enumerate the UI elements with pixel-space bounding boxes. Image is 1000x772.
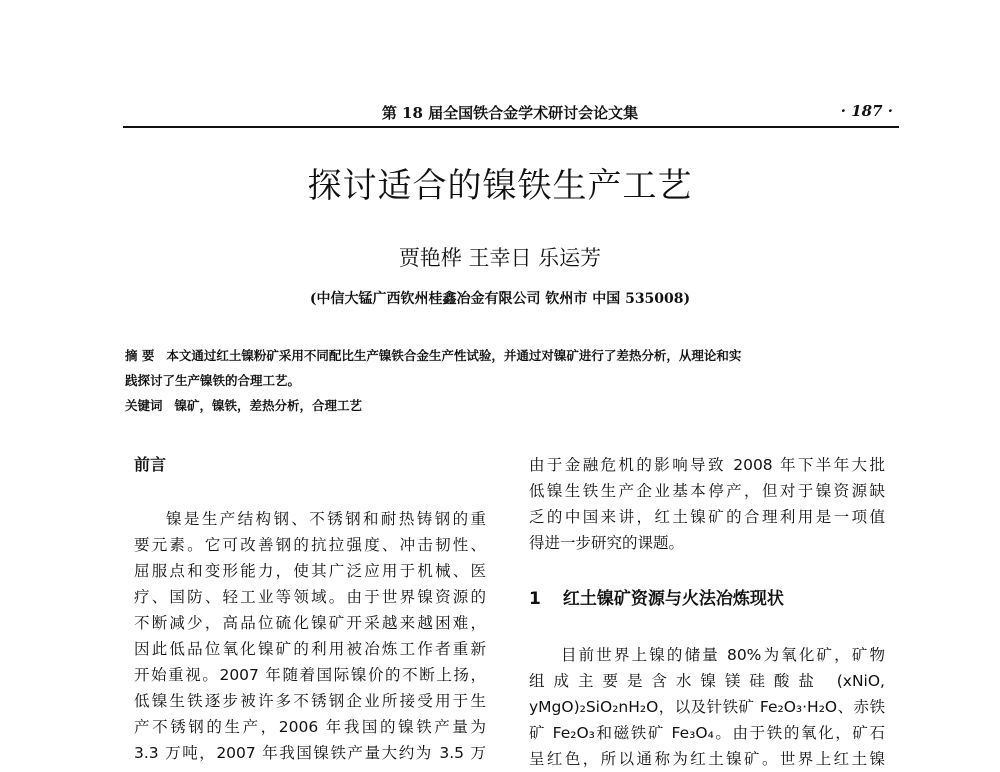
authors: 贾艳桦 王幸日 乐运芳: [398, 246, 602, 270]
left-column: [134, 452, 486, 766]
running-header: [123, 100, 897, 124]
section-heading-1: [529, 586, 885, 612]
keywords-text: 镍矿，镍铁，差热分析，合理工艺: [174, 398, 363, 413]
body-line: 呈红色，所以通称为红土镍矿。世界上红土镍: [529, 750, 885, 768]
keywords: [125, 393, 890, 418]
body-line: 屈服点和变形能力，使其广泛应用于机械、医: [134, 562, 486, 580]
section-number: 1: [529, 589, 541, 609]
header-rule: [123, 126, 899, 128]
proceedings-title: 第 18 届全国铁合金学术研讨会论文集: [381, 104, 639, 122]
abstract-label: 摘 要: [125, 348, 155, 363]
body-line: 镍是生产结构钢、不锈钢和耐热铸钢的重: [166, 510, 486, 528]
body-line: 3.3 万吨，2007 年我国镍铁产量大约为 3.5 万: [134, 744, 486, 762]
body-line: 不断减少，高品位硫化镍矿开采越来越困难，: [134, 614, 486, 632]
body-line: 矿 Fe₂O₃和磁铁矿 Fe₃O₄。由于铁的氧化，矿石: [529, 724, 885, 742]
body-line: 因此低品位氧化镍矿的利用被冶炼工作者重新: [134, 640, 486, 658]
body-line: 由于金融危机的影响导致 2008 年下半年大批: [529, 456, 885, 474]
body-line: 开始重视。2007 年随着国际镍价的不断上扬，: [134, 666, 486, 684]
body-line: 组成主要是含水镍镁硅酸盐 (xNiO,: [529, 672, 885, 690]
affiliation: (中信大锰广西钦州桂鑫冶金有限公司 钦州市 中国 535008): [309, 291, 691, 307]
section-heading-preface: 前言: [134, 455, 167, 474]
body-line: 得进一步研究的课题。: [529, 534, 685, 552]
body-line: 疗、国防、轻工业等领域。由于世界镍资源的: [134, 588, 486, 606]
body-line: 低镍生铁生产企业基本停产，但对于镍资源缺: [529, 482, 885, 500]
body-line: 低镍生铁逐步被许多不锈钢企业所接受用于生: [134, 692, 486, 710]
body-line: 要元素。它可改善钢的抗拉强度、冲击韧性、: [134, 536, 486, 554]
abstract-line: 践探讨了生产镍铁的合理工艺。: [125, 373, 301, 388]
paper-title: 探讨适合的镍铁生产工艺: [307, 166, 693, 206]
abstract: [125, 343, 890, 418]
right-column: [529, 452, 885, 772]
body-line: 乏的中国来讲，红土镍矿的合理利用是一项值: [529, 508, 885, 526]
page-number: · 187 ·: [840, 102, 893, 120]
keywords-label: 关键词: [125, 398, 163, 413]
body-line: 目前世界上镍的储量 80%为氧化矿，矿物: [561, 646, 885, 664]
section-title: 红土镍矿资源与火法冶炼现状: [562, 589, 784, 609]
body-line: 产不锈钢的生产，2006 年我国的镍铁产量为: [134, 718, 486, 736]
body-line: yMgO)₂SiO₂nH₂O，以及针铁矿 Fe₂O₃·H₂O、赤铁: [529, 698, 885, 716]
abstract-line: 本文通过红土镍粉矿采用不同配比生产镍铁合金生产性试验，并通过对镍矿进行了差热分析，从理论和实: [166, 348, 742, 363]
